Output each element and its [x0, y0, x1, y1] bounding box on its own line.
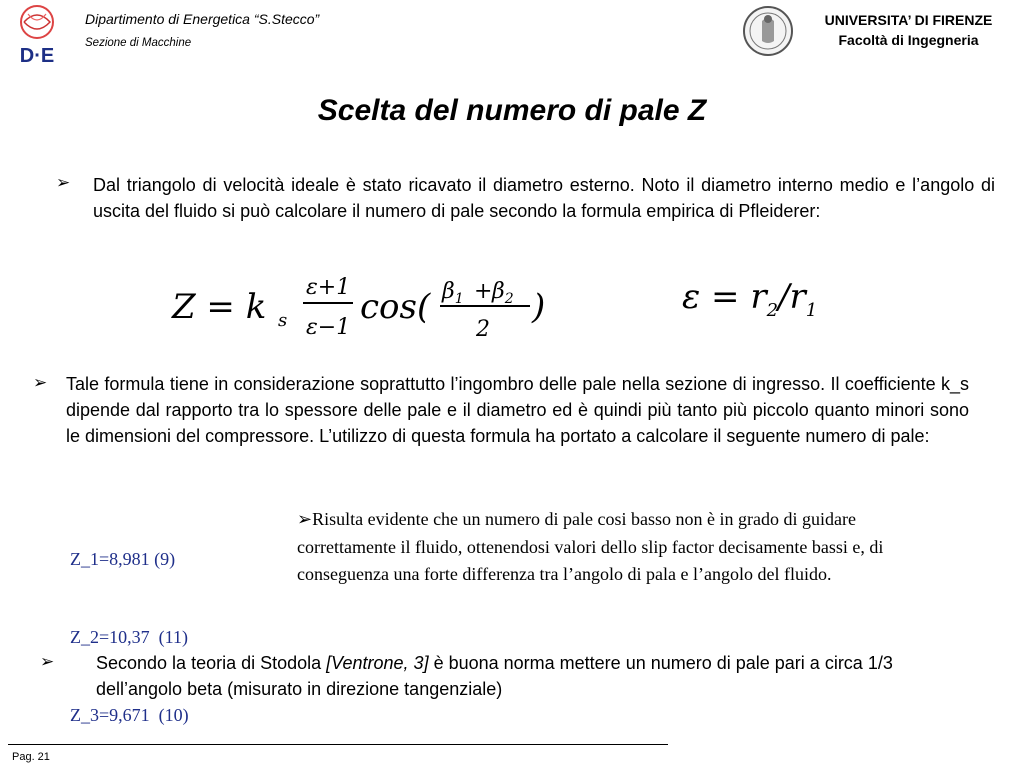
university-name: UNIVERSITA’ DI FIRENZE [824, 12, 993, 28]
citation: [Ventrone, 3] [326, 653, 429, 673]
slide-title: Scelta del numero di pale Z [317, 94, 707, 127]
bullet-arrow-icon: ➢ [56, 173, 71, 192]
footer-divider [8, 744, 668, 745]
department-subtitle: Sezione di Macchine [85, 37, 192, 49]
formula-cos: cos( [360, 287, 431, 327]
result-note-text: Risulta evidente che un numero di pale cosi basso non è in grado di guidare correttamente il fluido, ottenendosi valori dello slip factor decisamente bassi e, di conseguenza una forte differenza tra l’angolo di pala e l’angolo del fluido. [297, 509, 884, 584]
department-logo-text: D·E [19, 45, 55, 67]
bullet-ks-coefficient: Tale formula tiene in considerazione soprattutto l’ingombro delle pale nella sezione di ingresso. Il coefficiente k_s dipende dal rapporto tra lo spessore delle pale e il diametro ed è quindi più tanto più piccolo quanto minori sono le dimensioni del compressore. L’utilizzo di questa formula ha portato a calcolare il seguente numero di pale: [66, 374, 969, 446]
university-seal [742, 5, 794, 57]
bullet-pfleiderer: Dal triangolo di velocità ideale è stato ricavato il diametro esterno. Noto il diametro interno medio e l’angolo di uscita del fluido si può calcolare il numero di pale secondo la formula empirica di Pfleiderer: [93, 175, 995, 221]
pfleiderer-formula [170, 268, 850, 348]
formula-epsilon: $\varepsilon = r_2/r_1$ [682, 277, 818, 321]
faculty-name: Facoltà di Ingegneria [838, 32, 979, 48]
bullet-arrow-icon: ➢ [297, 509, 313, 529]
result-note [297, 506, 937, 589]
formula-beta2: $\beta_2$ [492, 279, 514, 307]
bullet-stodola: Secondo la teoria di Stodola [Ventrone, 3] è buona norma mettere un numero di pale pari a circa 1/3 dell’angolo beta (misurato in direzione tangenziale) [96, 653, 893, 699]
formula-lhs: Z = k [172, 287, 267, 327]
blade-count-z1: Z_1=8,981 (9) [70, 549, 176, 569]
formula-beta1: $\beta_1$ [442, 279, 464, 307]
formula-ks-subscript: s [278, 310, 288, 331]
formula-frac1-denominator: ε−1 [306, 315, 351, 340]
formula-frac2-denominator: 2 [476, 317, 490, 342]
bullet-arrow-icon: ➢ [40, 652, 55, 671]
blade-count-list [70, 494, 189, 754]
department-title: Dipartimento di Energetica “S.Stecco” [85, 11, 320, 27]
formula-plus: + [474, 279, 493, 304]
blade-count-z3: Z_3=9,671 (10) [70, 705, 189, 725]
formula-frac1-numerator: ε+1 [306, 275, 351, 300]
department-logo [6, 2, 68, 68]
blade-count-z2: Z_2=10,37 (11) [70, 627, 188, 647]
page-number: Pag. 21 [12, 751, 50, 763]
formula-close-paren: ) [532, 287, 546, 327]
bullet-arrow-icon: ➢ [33, 373, 48, 392]
